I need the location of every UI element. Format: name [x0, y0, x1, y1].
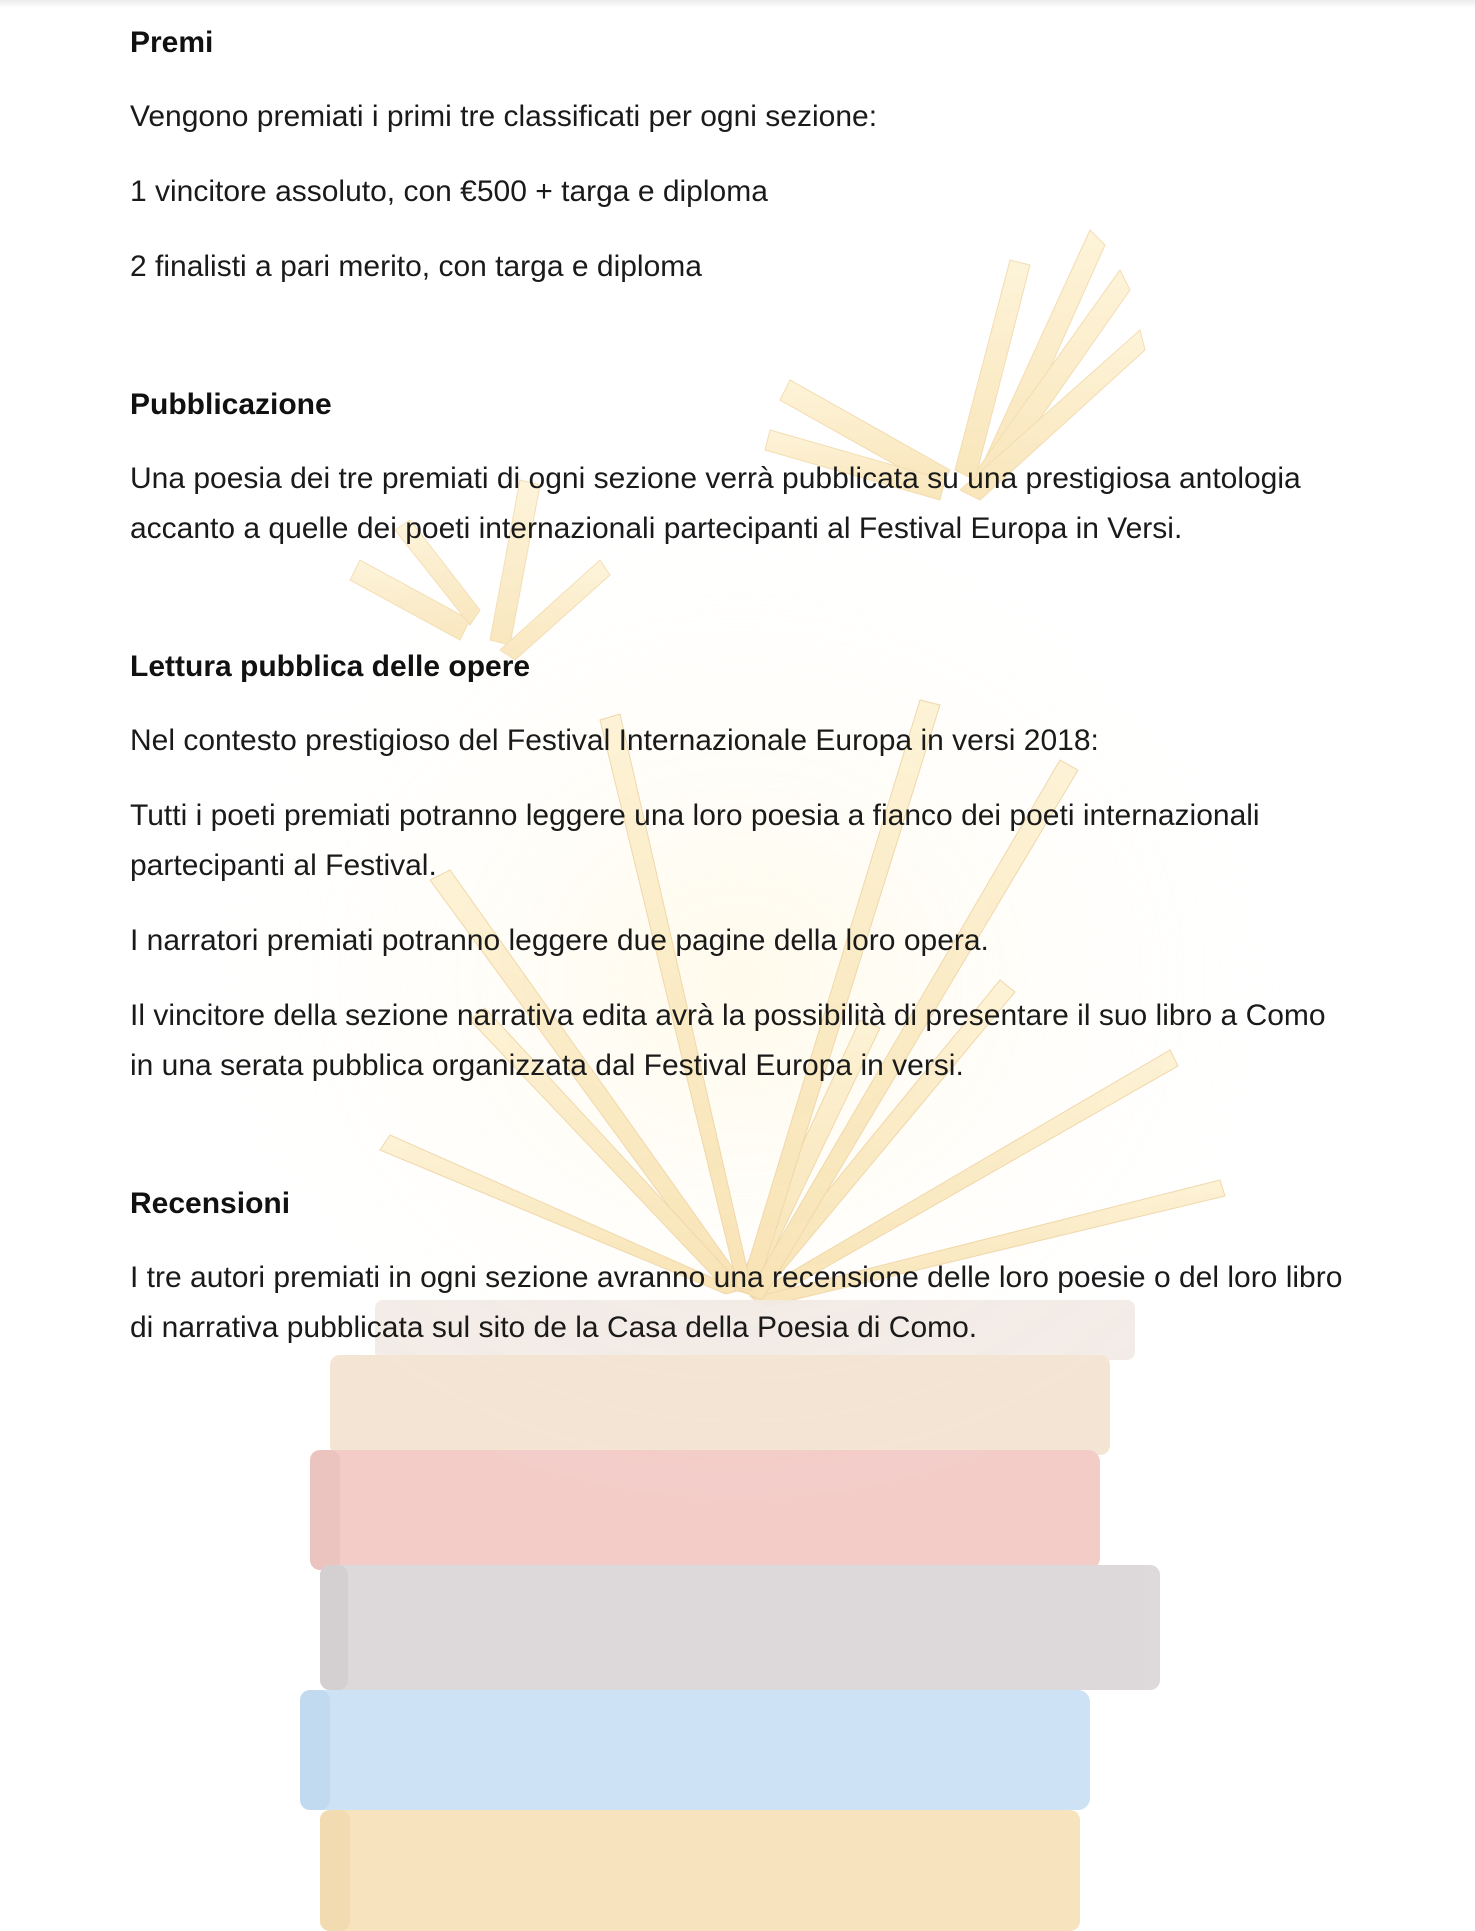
section-heading-recensioni: Recensioni — [130, 1187, 291, 1220]
paragraph: 2 finalisti a pari merito, con targa e diploma — [130, 250, 702, 283]
paragraph: Nel contesto prestigioso del Festival Internazionale Europa in versi 2018: — [130, 724, 1099, 757]
section-heading-lettura: Lettura pubblica delle opere — [130, 650, 531, 683]
section-premi — [130, 18, 1350, 292]
paragraph: I tre autori premiati in ogni sezione avranno una recensione delle loro poesie o del loro libro di narrativa pubblicata sul sito de la Casa della Poesia di Como. — [130, 1261, 1343, 1344]
section-pubblicazione — [130, 380, 1350, 554]
paragraph: 1 vincitore assoluto, con €500 + targa e diploma — [130, 175, 768, 208]
paragraph: Vengono premiati i primi tre classificati per ogni sezione: — [130, 100, 878, 133]
paragraph: Tutti i poeti premiati potranno leggere una loro poesia a fianco dei poeti internazionali partecipanti al Festival. — [130, 799, 1260, 882]
paragraph: I narratori premiati potranno leggere due pagine della loro opera. — [130, 924, 989, 957]
section-heading-pubblicazione: Pubblicazione — [130, 388, 332, 421]
paragraph: Il vincitore della sezione narrativa edita avrà la possibilità di presentare il suo libro a Como in una serata pubblica organizzata dal Festival Europa in versi. — [130, 999, 1326, 1082]
paragraph: Una poesia dei tre premiati di ogni sezione verrà pubblicata su una prestigiosa antologia accanto a quelle dei poeti internazionali partecipanti al Festival Europa in Versi. — [130, 462, 1301, 545]
section-lettura — [130, 642, 1350, 1091]
section-heading-premi: Premi — [130, 26, 214, 59]
document-body — [130, 18, 1350, 1378]
section-recensioni — [130, 1179, 1350, 1353]
